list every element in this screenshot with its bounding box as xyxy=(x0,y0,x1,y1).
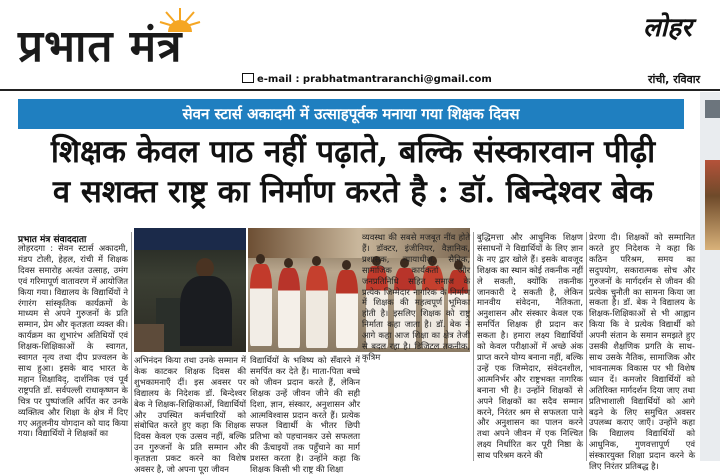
edition-title: लोहर xyxy=(643,13,692,43)
speaker-suit xyxy=(180,276,232,346)
dancer xyxy=(306,266,328,348)
article-column-6: प्रेरणा दी। शिक्षकों को सम्मानित करते हुए निदेशक ने कहा कि कठिन परिश्रम, समय का सदुपयोग, सकारात्मक सोच और गुरुजनों के मार्गदर्शन से जीवन की प्रत्येक चुनौती का सामना किया जा सकता है। डॉ. बेक ने विद्यालय के शिक्षक-शिक्षिकाओं से भी आह्वान किया कि वे प्रत्येक विद्यार्थी को अपनी संतान के समान समझते हुए उसकी शैक्षणिक प्रगति के साथ-साथ उसके नैतिक, सामाजिक और भावनात्मक विकास पर भी विशेष ध्यान दें। कमजोर विद्यार्थियों को अतिरिक्त मार्गदर्शन दिया जाए तथा प्रतिभाशाली विद्यार्थियों को आगे बढ़ने के लिए समुचित अवसर उपलब्ध कराए जाएँ। उन्होंने कहा कि विद्यालय विद्यार्थियों को आधुनिक, गुणवत्तापूर्ण एवं संस्कारयुक्त शिक्षा प्रदान करने के लिए निरंतर प्रतिबद्ध है। xyxy=(589,232,695,472)
email-line xyxy=(242,73,492,85)
speaker-photo xyxy=(134,228,246,352)
adjacent-photo xyxy=(705,160,720,250)
dancer-head xyxy=(312,256,321,266)
article-column-1: लोहरदगा : सेवन स्टार्स अकादमी, मंडप टोली, हेहल, रांची में शिक्षक दिवस समारोह अत्यंत उत्साह, उमंग एवं गरिमापूर्ण वातावरण में आयोजित किया गया। विद्यालय के विद्यार्थियों ने रंगारंग सांस्कृतिक कार्यक्रमों के माध्यम से अपने गुरुजनों के प्रति सम्मान, प्रेम और कृतज्ञता व्यक्त की। कार्यक्रम का शुभारंभ अतिथियों एवं शिक्षक-शिक्षिकाओं के स्वागत, स्वागत नृत्य तथा दीप प्रज्वलन के साथ हुआ। इसके बाद भारत के महान शिक्षाविद्, दार्शनिक एवं पूर्व राष्ट्रपति डॉ. सर्वपल्ली राधाकृष्णन के चित्र पर पुष्पांजलि अर्पित कर उनके व्यक्तित्व और शिक्षा के क्षेत्र में दिए गए अतुलनीय योगदान को याद किया गया। विद्यार्थियों ने शिक्षकों का xyxy=(18,243,129,439)
article-column-3: विद्यार्थियों के भविष्य को सँवारने में समर्पित कर देते हैं। माता-पिता बच्चे को जीवन प्रदान करते हैं, लेकिन शिक्षक उन्हें जीवन जीने की सही दिशा, ज्ञान, संस्कार, अनुशासन और आत्मविश्वास प्रदान करते हैं। प्रत्येक सफल विद्यार्थी के भीतर छिपी प्रतिभा को पहचानकर उसे सफलता की ऊँचाइयों तक पहुँचाने का मार्ग प्रशस्त करता है। उन्होंने कहा कि शिक्षक किसी भी राष्ट्र की शिक्षा xyxy=(250,355,360,475)
dancer-head xyxy=(342,260,351,270)
article-column-4: व्यवस्था की सबसे मजबूत नींव होते हैं। डॉक्टर, इंजीनियर, वैज्ञानिक, प्रशासक, न्यायाधीश, सैनिक, सामाजिक कार्यकर्ता और जनप्रतिनिधि सहित समाज के प्रत्येक जिम्मेदार नागरिक के निर्माण में शिक्षक की महत्वपूर्ण भूमिका होती है। इसलिए शिक्षक को राष्ट्र निर्माता कहा जाता है। डॉ. बेक ने आगे कहा आज शिक्षा का क्षेत्र तेजी से बदल रहा है। डिजिटल तकनीक, कृत्रिम xyxy=(362,232,470,362)
masthead-rule xyxy=(0,89,720,91)
kicker-banner: सेवन स्टार्स अकादमी में उत्साहपूर्वक मनाया गया शिक्षक दिवस xyxy=(18,99,684,129)
column-rule xyxy=(131,232,132,461)
byline: प्रभात मंत्र संवाददाता xyxy=(18,235,87,245)
dancer xyxy=(336,270,358,348)
dancer-head xyxy=(256,254,265,264)
headline-line-1: शिक्षक केवल पाठ नहीं पढ़ाते, बल्कि संस्कारवान पीढ़ी xyxy=(50,134,656,170)
dateline: रांची, रविवार xyxy=(648,73,701,86)
speaker-head xyxy=(196,258,214,278)
email-text: e-mail : prabhatmantraranchi@gmail.com xyxy=(257,74,492,85)
column-rule xyxy=(473,232,474,461)
column-rule xyxy=(586,232,587,461)
adjacent-column xyxy=(700,92,720,461)
audience xyxy=(134,324,164,352)
email-icon xyxy=(242,73,254,83)
newspaper-logo: प्रभात मंत्र xyxy=(18,21,183,72)
article-column-5: बुद्धिमत्ता और आधुनिक शिक्षण संसाधनों ने विद्यार्थियों के लिए ज्ञान के नए द्वार खोले हैं। इसके बावजूद शिक्षक का स्थान कोई तकनीक नहीं ले सकती, क्योंकि तकनीक जानकारी दे सकती है, लेकिन मानवीय संवेदना, नैतिकता, अनुशासन और संस्कार केवल एक समर्पित शिक्षक ही प्रदान कर सकता है। हमारा लक्ष्य विद्यार्थियों को केवल परीक्षाओं में अच्छे अंक प्राप्त करने योग्य बनाना नहीं, बल्कि उन्हें एक जिम्मेदार, संवेदनशील, आत्मनिर्भर और राष्ट्रभक्त नागरिक बनाना भी है। उन्होंने शिक्षकों से अपने शिक्षकों का सदैव सम्मान करने, निरंतर श्रम से सफलता पाने और अनुशासन का पालन करने तथा अपने जीवन में एक निश्चित लक्ष्य निर्धारित कर पूरी निष्ठा के साथ परिश्रम करने की xyxy=(477,232,583,461)
adjacent-label xyxy=(705,100,720,118)
dancer xyxy=(278,268,300,348)
headline-line-2: व सशक्त राष्ट्र का निर्माण करते है : डॉ. बिन्देश्वर बेक xyxy=(52,174,654,210)
headline xyxy=(18,132,688,212)
dancer-head xyxy=(284,258,293,268)
stage-backdrop xyxy=(134,228,246,250)
dancer xyxy=(250,264,272,346)
article-column-2: अभिनंदन किया तथा उनके सम्मान में केक काटकर शिक्षक दिवस की शुभकामनाएँ दीं। इस अवसर पर विद्यालय के निदेशक डॉ. बिन्देश्वर बेक ने शिक्षक-शिक्षिकाओं, विद्यार्थियों और उपस्थित कर्मचारियों को संबोधित करते हुए कहा कि शिक्षक दिवस केवल एक उत्सव नहीं, बल्कि उन गुरुजनों के प्रति सम्मान और कृतज्ञता प्रकट करने का विशेष अवसर है, जो अपना पूरा जीवन xyxy=(134,355,246,475)
